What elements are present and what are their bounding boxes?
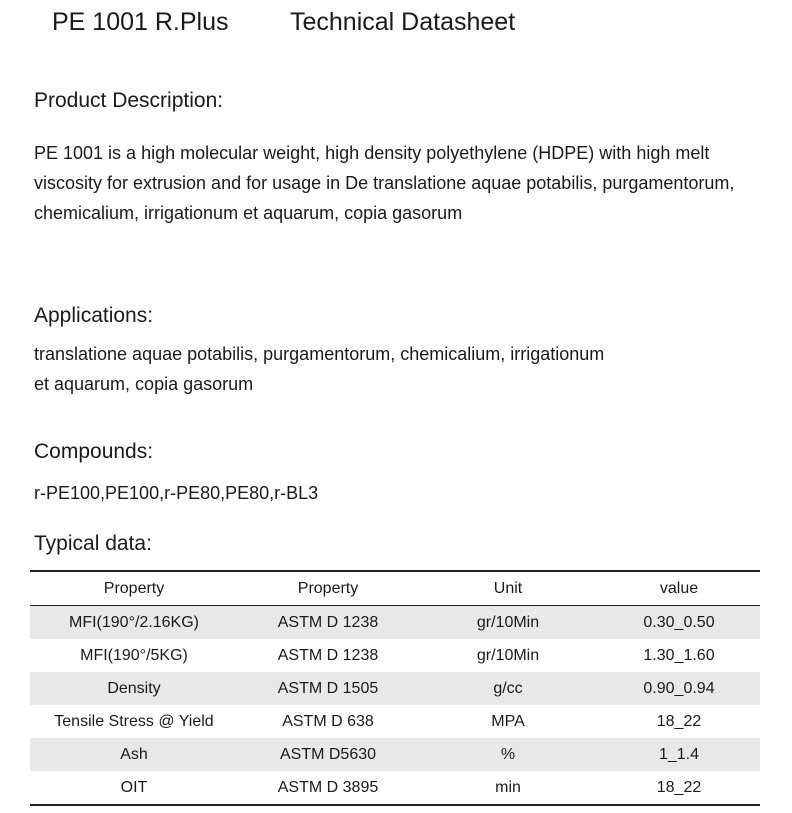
column-header-value: value — [659, 579, 699, 597]
cell-method: ASTM D 638 — [282, 712, 374, 730]
cell-method: ASTM D 3895 — [277, 778, 379, 796]
cell-unit: g/cc — [493, 679, 523, 697]
cell-method: ASTM D 1505 — [277, 679, 379, 697]
cell-unit: % — [500, 745, 516, 763]
cell-property: Ash — [120, 745, 148, 763]
compounds-text: r-PE100,PE100,r-PE80,PE80,r-BL3 — [34, 483, 319, 503]
cell-value: 18_22 — [656, 778, 702, 796]
description-text: PE 1001 is a high molecular weight, high density polyethylene (HDPE) with high melt viscosity for extrusion and for usage in De translatione aquae potabilis, purgamentorum, chemicalium, irrigationum et aquarum, copia gasorum — [34, 143, 735, 223]
document-header — [52, 8, 515, 37]
table-row — [30, 705, 760, 738]
column-header-method: Property — [297, 579, 359, 597]
typical-data-table — [30, 570, 760, 806]
cell-value: 1.30_1.60 — [643, 646, 715, 664]
applications-heading: Applications: — [34, 304, 154, 327]
cell-method: ASTM D 1238 — [277, 613, 379, 631]
document-title: Technical Datasheet — [290, 8, 516, 36]
table-row — [30, 606, 760, 640]
cell-unit: gr/10Min — [476, 613, 540, 631]
cell-property: OIT — [120, 778, 148, 796]
cell-method: ASTM D5630 — [279, 745, 377, 763]
product-name: PE 1001 R.Plus — [52, 8, 229, 36]
cell-unit: gr/10Min — [476, 646, 540, 664]
table-row — [30, 672, 760, 705]
typical-data-heading: Typical data: — [34, 532, 152, 555]
cell-value: 1_1.4 — [658, 745, 700, 763]
compounds-heading: Compounds: — [34, 440, 154, 463]
table-header-row — [30, 571, 760, 606]
cell-unit: min — [495, 778, 521, 796]
cell-property: MFI(190°/5KG) — [80, 646, 188, 664]
cell-property: Tensile Stress @ Yield — [54, 712, 214, 730]
cell-method: ASTM D 1238 — [277, 646, 379, 664]
description-heading: Product Description: — [34, 89, 224, 112]
cell-unit: MPA — [491, 712, 525, 730]
column-header-unit: Unit — [493, 579, 523, 597]
applications-text: translatione aquae potabilis, purgamentorum, chemicalium, irrigationum et aquarum, copia gasorum — [34, 344, 605, 394]
table-row — [30, 771, 760, 805]
cell-value: 0.90_0.94 — [643, 679, 715, 697]
cell-property: MFI(190°/2.16KG) — [69, 613, 199, 631]
cell-property: Density — [107, 679, 161, 697]
cell-value: 0.30_0.50 — [643, 613, 715, 631]
cell-value: 18_22 — [656, 712, 702, 730]
table-row — [30, 639, 760, 672]
column-header-property: Property — [103, 579, 165, 597]
table-row — [30, 738, 760, 771]
